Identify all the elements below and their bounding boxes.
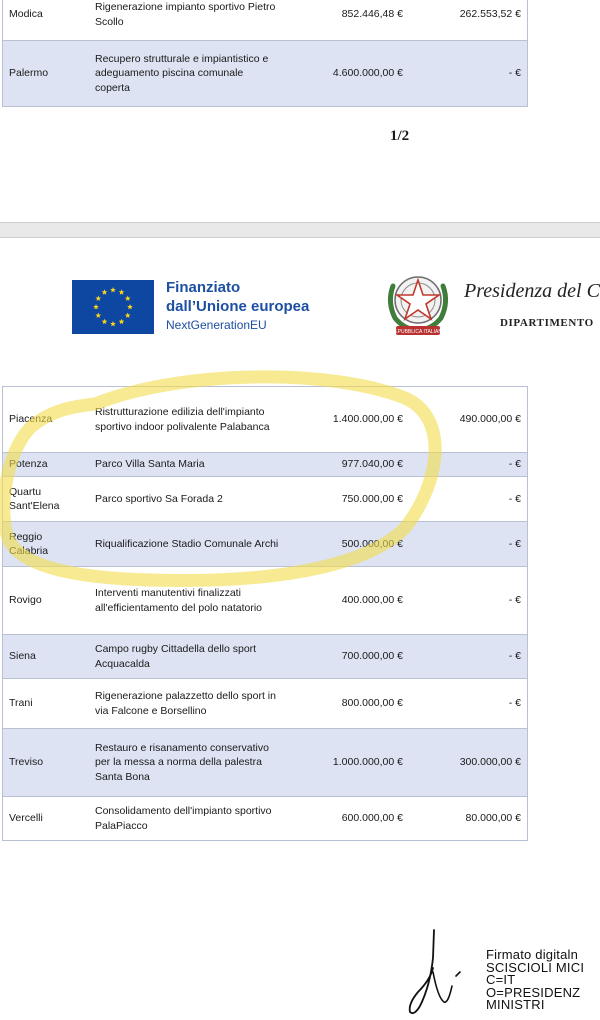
cofinancing-cell: 490.000,00 € (409, 387, 528, 453)
handwritten-signature (400, 928, 470, 1018)
city-cell: Rovigo (3, 567, 88, 635)
eu-funding-label (166, 278, 309, 334)
eu-label-line-1: Finanziato (166, 279, 241, 296)
project-cell: Rigenerazione palazzetto dello sport in via Falcone e Borsellino (87, 679, 287, 729)
table-row (3, 477, 528, 522)
project-cell: Consolidamento dell'impianto sportivo PalaPiacco (87, 797, 287, 841)
amount-cell: 4.600.000,00 € (287, 41, 409, 107)
amount-cell: 1.000.000,00 € (287, 729, 409, 797)
italian-republic-emblem-icon (383, 266, 453, 338)
eu-label-line-2: dall’Unione europea (166, 298, 310, 315)
table-row (3, 41, 528, 107)
dipartimento-title: DIPARTIMENTO (500, 317, 594, 329)
eu-flag-icon (72, 280, 154, 334)
city-cell: Palermo (3, 41, 88, 107)
funding-table-page-1 (2, 0, 528, 107)
table-row (3, 567, 528, 635)
project-cell: Ristrutturazione edilizia dell'impianto sportivo indoor polivalente Palabanca (87, 387, 287, 453)
cofinancing-cell: 300.000,00 € (409, 729, 528, 797)
table-row (3, 679, 528, 729)
city-cell: Vercelli (3, 797, 88, 841)
table-row (3, 797, 528, 841)
funding-table-page-2 (2, 386, 528, 841)
amount-cell: 977.040,00 € (287, 453, 409, 477)
amount-cell: 500.000,00 € (287, 522, 409, 567)
project-cell: Interventi manutentivi finalizzati all'efficientamento del polo natatorio (87, 567, 287, 635)
city-cell: Piacenza (3, 387, 88, 453)
table-row (3, 0, 528, 41)
city-cell: Treviso (3, 729, 88, 797)
project-cell: Campo rugby Cittadella dello sport Acquacalda (87, 635, 287, 679)
emblem-ribbon-text: REPUBBLICA ITALIANA (390, 329, 446, 335)
document-page-1 (0, 0, 600, 222)
amount-cell: 400.000,00 € (287, 567, 409, 635)
amount-cell: 600.000,00 € (287, 797, 409, 841)
cofinancing-cell: 80.000,00 € (409, 797, 528, 841)
city-cell: Siena (3, 635, 88, 679)
page-number: 1/2 (390, 128, 410, 144)
project-cell: Restauro e risanamento conservativo per la messa a norma della palestra Santa Bona (87, 729, 287, 797)
amount-cell: 750.000,00 € (287, 477, 409, 522)
project-cell: Recupero strutturale e impiantistico e adeguamento piscina comunale coperta (87, 41, 287, 107)
project-cell: Parco sportivo Sa Forada 2 (87, 477, 287, 522)
amount-cell: 852.446,48 € (287, 0, 409, 41)
city-cell: Potenza (3, 453, 88, 477)
cofinancing-cell: - € (409, 477, 528, 522)
amount-cell: 700.000,00 € (287, 635, 409, 679)
document-page-2 (0, 238, 600, 1020)
project-cell: Riqualificazione Stadio Comunale Archi (87, 522, 287, 567)
page-separator (0, 222, 600, 238)
table-row (3, 453, 528, 477)
amount-cell: 1.400.000,00 € (287, 387, 409, 453)
city-cell: Reggio Calabria (3, 522, 88, 567)
city-cell: Quartu Sant'Elena (3, 477, 88, 522)
cofinancing-cell: - € (409, 679, 528, 729)
table-row (3, 729, 528, 797)
cofinancing-cell: - € (409, 635, 528, 679)
city-cell: Trani (3, 679, 88, 729)
cofinancing-cell: - € (409, 522, 528, 567)
project-cell: Rigenerazione impianto sportivo Pietro Scollo (87, 0, 287, 41)
table-row (3, 387, 528, 453)
cofinancing-cell: - € (409, 567, 528, 635)
table-row (3, 522, 528, 567)
cofinancing-cell: - € (409, 41, 528, 107)
digital-signature-block: Firmato digitaln SCISCIOLI MICI C=IT O=PRESIDENZ MINISTRI (486, 947, 585, 1012)
presidenza-title: Presidenza del C (464, 280, 600, 302)
project-cell: Parco Villa Santa Maria (87, 453, 287, 477)
table-row (3, 635, 528, 679)
city-cell: Modica (3, 0, 88, 41)
cofinancing-cell: 262.553,52 € (409, 0, 528, 41)
amount-cell: 800.000,00 € (287, 679, 409, 729)
eu-label-line-3: NextGenerationEU (166, 318, 267, 332)
cofinancing-cell: - € (409, 453, 528, 477)
